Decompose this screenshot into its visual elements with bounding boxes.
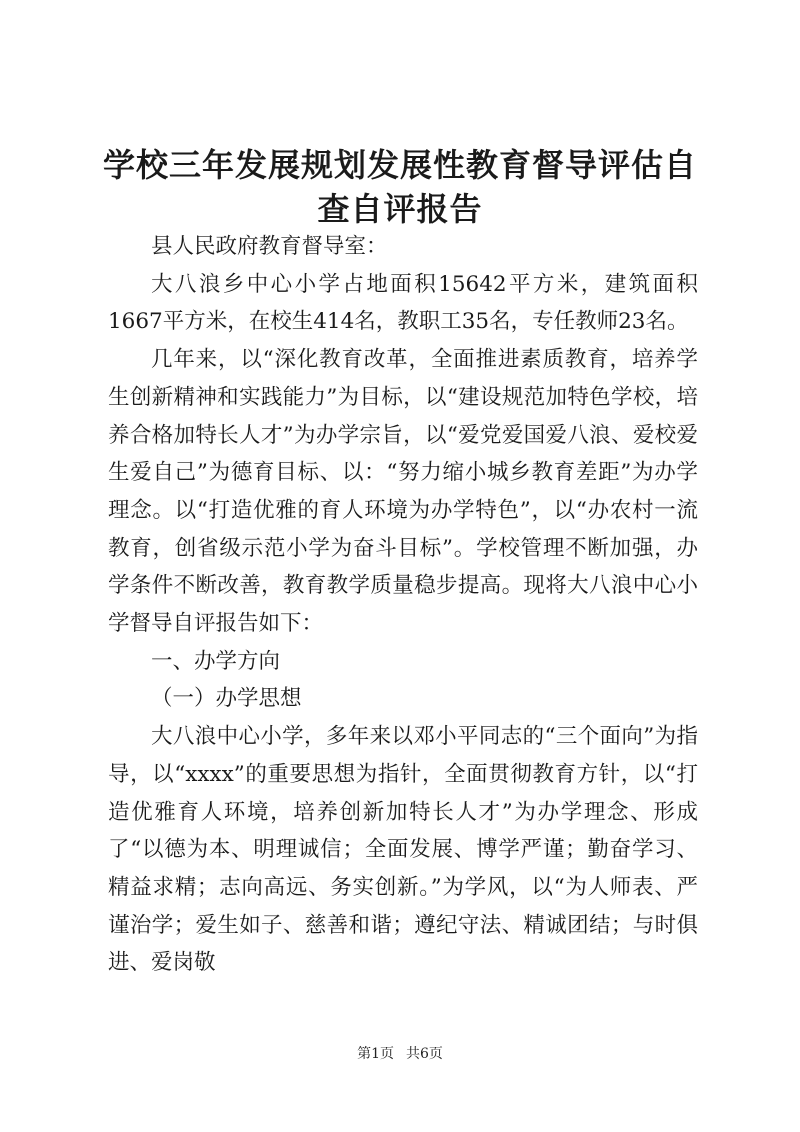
document-body	[108, 228, 698, 982]
paragraph-school-stats: 大八浪乡中心小学占地面积15642平方米，建筑面积1667平方米，在校生414名，教职工35名，专任教师23名。	[108, 271, 698, 335]
page-number: 第1页	[357, 1046, 394, 1062]
paragraph-goals: 几年来，以“深化教育改革，全面推进素质教育，培养学生创新精神和实践能力”为目标，以“建设规范加特色学校，培养合格加特长人才”为办学宗旨，以“爱党爱国爱八浪、爱校爱生爱自己”为德育目标、以：“努力缩小城乡教育差距”为办学理念。以“打造优雅的育人环境为办学特色”，以“办农村一流教育，创省级示范小学为奋斗目标”。学校管理不断加强，办学条件不断改善，教育教学质量稳步提高。现将大八浪中心小学督导自评报告如下：	[108, 347, 698, 637]
paragraph-salutation: 县人民政府教育督导室：	[151, 234, 388, 259]
document-title: 学校三年发展规划发展性教育督导评估自查自评报告	[102, 146, 697, 228]
page-total: 共6页	[406, 1046, 443, 1062]
page-footer	[0, 1044, 800, 1064]
subsection-heading-philosophy: （一）办学思想	[151, 686, 302, 712]
section-heading-direction: 一、办学方向	[151, 648, 281, 674]
paragraph-philosophy: 大八浪中心小学，多年来以邓小平同志的“三个面向”为指导，以“xxxx”的重要思想为指针，全面贯彻教育方针，以“打造优雅育人环境，培养创新加特长人才”为办学理念、形成了“以德为本、明理诚信；全面发展、博学严谨；勤奋学习、精益求精；志向高远、务实创新。”为学风，以“为人师表、严谨治学；爱生如子、慈善和谐；遵纪守法、精诚团结；与时俱进、爱岗敬	[108, 724, 698, 976]
